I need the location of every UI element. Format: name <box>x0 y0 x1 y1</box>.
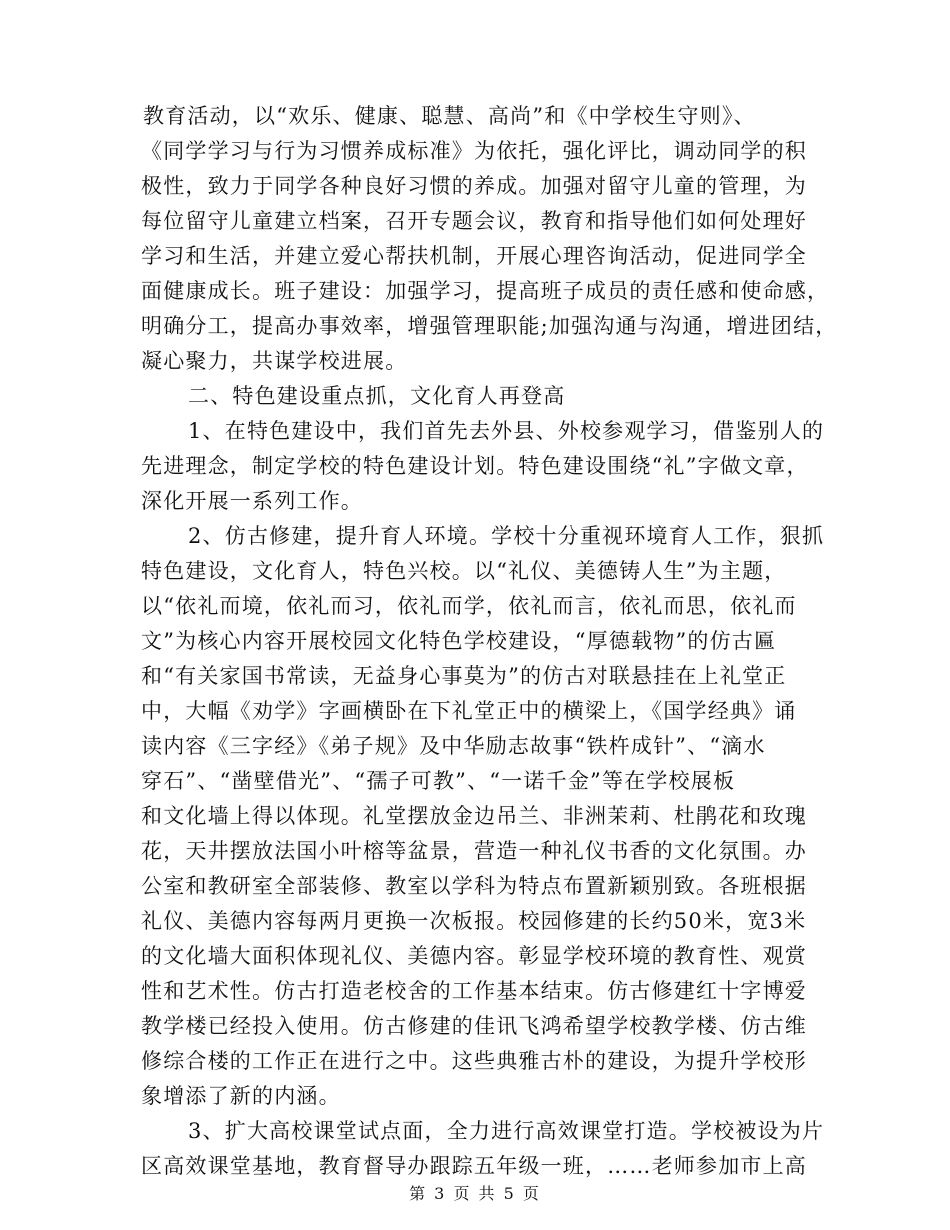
text-line: 教育活动，以“欢乐、健康、聪慧、高尚”和《中学校生守则》、 <box>143 104 756 128</box>
section-heading: 二、特色建设重点抓，文化育人再登高 <box>188 384 566 408</box>
text-line: 深化开展一系列工作。 <box>141 489 363 513</box>
text-line: 区高效课堂基地，教育督导办跟踪五年级一班，……老师参加市上高 <box>141 1154 807 1178</box>
text-line: 读内容《三字经》《弟子规》及中华励志故事“铁杵成针”、“滴水 <box>141 734 766 758</box>
text-line: 花，天井摆放法国小叶榕等盆景，营造一种礼仪书香的文化氛围。办 <box>141 839 807 863</box>
text-line: 中，大幅《劝学》字画横卧在下礼堂正中的横梁上，《国学经典》诵 <box>141 699 797 723</box>
text-line: 每位留守儿童建立档案，召开专题会议，教育和指导他们如何处理好 <box>141 209 807 233</box>
text-line: 和“有关家国书常读，无益身心事莫为”的仿古对联悬挂在上礼堂正 <box>141 664 787 688</box>
text-line: 修综合楼的工作正在进行之中。这些典雅古朴的建设，为提升学校形 <box>141 1049 807 1073</box>
text-line: 文”为核心内容开展校园文化特色学校建设，“厚德载物”的仿古匾 <box>141 629 777 653</box>
text-line: 教学楼已经投入使用。仿古修建的佳讯飞鸿希望学校教学楼、仿古维 <box>141 1014 807 1038</box>
text-line: 穿石”、“凿壁借光”、“孺子可教”、“一诺千金”等在学校展板 <box>141 769 736 793</box>
text-line: 《同学学习与行为习惯养成标准》为依托，强化评比，调动同学的积 <box>141 139 807 163</box>
text-line: 1、在特色建设中，我们首先去外县、外校参观学习，借鉴别人的 <box>188 419 825 443</box>
text-line: 和文化墙上得以体现。礼堂摆放金边吊兰、非洲茉莉、杜鹃花和玫瑰 <box>141 804 807 828</box>
text-line: 性和艺术性。仿古打造老校舍的工作基本结束。仿古修建红十字博爱 <box>141 979 807 1003</box>
text-line: 凝心聚力，共谋学校进展。 <box>141 349 408 373</box>
text-line: 以“依礼而境，依礼而习，依礼而学，依礼而言，依礼而思，依礼而 <box>141 594 797 618</box>
text-line: 先进理念，制定学校的特色建设计划。特色建设围绕“礼”字做文章， <box>141 454 809 478</box>
text-line: 特色建设，文化育人，特色兴校。以“礼仪、美德铸人生”为主题， <box>141 559 787 583</box>
text-line: 2、仿古修建，提升育人环境。学校十分重视环境育人工作，狠抓 <box>188 524 825 548</box>
text-line: 明确分工，提高办事效率，增强管理职能;加强沟通与沟通，增进团结， <box>141 314 838 338</box>
text-line: 礼仪、美德内容每两月更换一次板报。校园修建的长约50米，宽3米 <box>141 909 807 933</box>
text-line: 学习和生活，并建立爱心帮扶机制，开展心理咨询活动，促进同学全 <box>141 244 807 268</box>
text-line: 面健康成长。班子建设：加强学习，提高班子成员的责任感和使命感， <box>141 279 830 303</box>
text-line: 极性，致力于同学各种良好习惯的养成。加强对留守儿童的管理，为 <box>141 174 807 198</box>
text-line: 象增添了新的内涵。 <box>141 1084 341 1108</box>
text-line: 公室和教研室全部装修、教室以学科为特点布置新颖别致。各班根据 <box>141 874 807 898</box>
text-line: 3、扩大高校课堂试点面，全力进行高效课堂打造。学校被设为片 <box>188 1119 825 1143</box>
page-number-footer: 第 3 页 共 5 页 <box>409 1184 541 1203</box>
text-line: 的文化墙大面积体现礼仪、美德内容。彰显学校环境的教育性、观赏 <box>141 944 807 968</box>
